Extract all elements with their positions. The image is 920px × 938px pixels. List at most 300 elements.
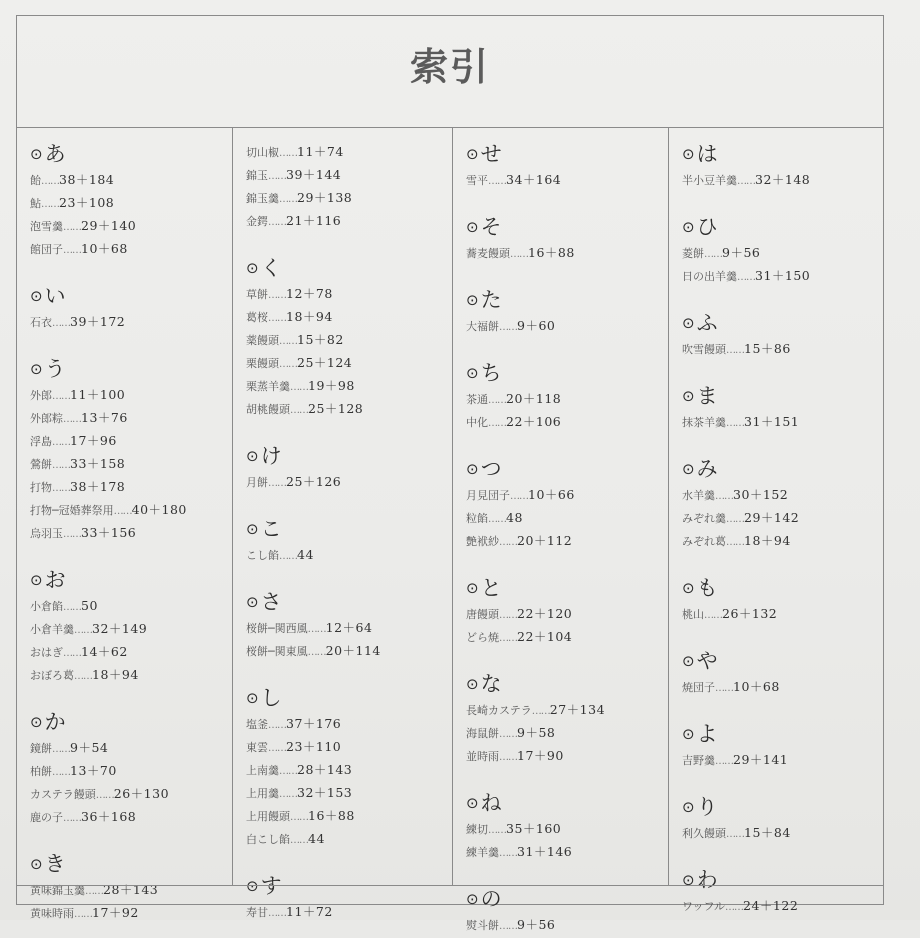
entry-pages: 39＋144 xyxy=(286,167,342,182)
entry-name: 水羊羹 xyxy=(682,489,715,502)
index-section xyxy=(682,574,885,625)
entry-pages: 18＋94 xyxy=(286,309,333,324)
section-heading xyxy=(246,254,452,282)
circle-dot-icon: ⊙ xyxy=(466,364,479,382)
section-kana: ひ xyxy=(696,215,718,239)
leader-dots: …… xyxy=(726,537,744,548)
entry-name: 日の出羊羹 xyxy=(682,270,737,283)
entry-pages: 29＋142 xyxy=(744,510,800,525)
index-entry xyxy=(682,337,885,360)
index-entry xyxy=(246,804,452,827)
leader-dots: …… xyxy=(41,176,59,187)
index-entry xyxy=(682,675,885,698)
entry-pages: 26＋132 xyxy=(722,606,778,621)
entry-name: 桜餅─関東風 xyxy=(246,645,308,658)
entry-pages: 16＋88 xyxy=(528,245,575,260)
entry-pages: 13＋76 xyxy=(81,410,128,425)
entry-name: 長崎カステラ xyxy=(466,704,532,717)
leader-dots: …… xyxy=(279,336,297,347)
section-kana: ふ xyxy=(696,311,718,335)
entry-name: 外郎粽 xyxy=(30,412,63,425)
entry-name: 鮎 xyxy=(30,197,41,210)
section-kana: た xyxy=(480,288,502,312)
section-kana: そ xyxy=(480,215,502,239)
index-entry xyxy=(30,214,232,237)
leader-dots: …… xyxy=(726,418,744,429)
entry-name: 黄味時雨 xyxy=(30,907,74,920)
leader-dots: …… xyxy=(499,848,517,859)
leader-dots: …… xyxy=(499,752,517,763)
entry-pages: 25＋126 xyxy=(286,474,342,489)
index-entry xyxy=(30,805,232,828)
entry-name: 大福餅 xyxy=(466,320,499,333)
page-title: 索引 xyxy=(409,45,490,89)
entry-pages: 23＋110 xyxy=(286,739,342,754)
entry-pages: 19＋98 xyxy=(308,378,355,393)
section-kana: わ xyxy=(696,868,718,892)
index-entry xyxy=(30,782,232,805)
entry-name: 館団子 xyxy=(30,243,63,256)
index-entry xyxy=(246,758,452,781)
leader-dots: …… xyxy=(74,909,92,920)
index-entry xyxy=(246,781,452,804)
index-section xyxy=(682,140,885,191)
entry-name: 打物─冠婚葬祭用 xyxy=(30,504,114,517)
entry-pages: 40＋180 xyxy=(131,502,187,517)
entry-name: 艶袱紗 xyxy=(466,535,499,548)
entry-name: こし餡 xyxy=(246,549,279,562)
entry-name: 胡桃饅頭 xyxy=(246,403,290,416)
index-entry xyxy=(466,721,668,744)
entry-name: おぼろ葛 xyxy=(30,669,74,682)
index-entry xyxy=(246,186,452,209)
entry-name: 半小豆羊羹 xyxy=(682,174,737,187)
section-kana: の xyxy=(480,887,502,911)
entry-pages: 22＋106 xyxy=(506,414,562,429)
entry-pages: 14＋62 xyxy=(81,644,128,659)
index-section xyxy=(246,442,452,493)
leader-dots: …… xyxy=(52,767,70,778)
index-entry xyxy=(246,616,452,639)
section-heading xyxy=(246,872,452,900)
circle-dot-icon: ⊙ xyxy=(246,259,259,277)
entry-pages: 32＋153 xyxy=(297,785,353,800)
index-entry xyxy=(30,736,232,759)
leader-dots: …… xyxy=(725,902,744,913)
index-section xyxy=(246,254,452,420)
index-entry xyxy=(30,475,232,498)
leader-dots: …… xyxy=(726,514,744,525)
leader-dots: …… xyxy=(268,720,286,731)
circle-dot-icon: ⊙ xyxy=(246,520,259,538)
entry-name: みぞれ葛 xyxy=(682,535,726,548)
leader-dots: …… xyxy=(488,418,506,429)
leader-dots: …… xyxy=(63,602,81,613)
entry-name: 粒餡 xyxy=(466,512,488,525)
index-section xyxy=(30,850,232,924)
index-entry xyxy=(30,383,232,406)
entry-name: 雪平 xyxy=(466,174,488,187)
entry-pages: 23＋108 xyxy=(59,195,115,210)
leader-dots: …… xyxy=(268,171,286,182)
leader-dots: …… xyxy=(74,625,92,636)
index-entry xyxy=(30,663,232,686)
entry-pages: 29＋140 xyxy=(81,218,137,233)
entry-pages: 39＋172 xyxy=(70,314,126,329)
leader-dots: …… xyxy=(737,272,755,283)
entry-pages: 9＋58 xyxy=(517,725,556,740)
entry-pages: 9＋56 xyxy=(722,245,761,260)
section-heading xyxy=(30,282,232,310)
entry-pages: 29＋138 xyxy=(297,190,353,205)
entry-pages: 16＋88 xyxy=(308,808,355,823)
entry-pages: 33＋156 xyxy=(81,525,137,540)
index-entry xyxy=(466,483,668,506)
index-section xyxy=(466,789,668,863)
entry-pages: 17＋90 xyxy=(517,748,564,763)
entry-pages: 33＋158 xyxy=(70,456,126,471)
leader-dots: …… xyxy=(41,199,59,210)
index-section xyxy=(682,793,885,844)
index-entry xyxy=(30,521,232,544)
section-heading xyxy=(30,566,232,594)
leader-dots: …… xyxy=(63,648,81,659)
index-entry xyxy=(30,878,232,901)
leader-dots: …… xyxy=(268,743,286,754)
leader-dots: …… xyxy=(52,744,70,755)
index-column-2 xyxy=(233,128,453,919)
section-heading xyxy=(682,382,885,410)
entry-pages: 31＋151 xyxy=(744,414,800,429)
index-entry xyxy=(466,410,668,433)
index-entry xyxy=(246,305,452,328)
index-entry xyxy=(682,602,885,625)
entry-name: 錦玉 xyxy=(246,169,268,182)
index-entry xyxy=(682,821,885,844)
index-entry xyxy=(30,594,232,617)
circle-dot-icon: ⊙ xyxy=(30,360,43,378)
section-heading xyxy=(682,140,885,168)
section-heading xyxy=(466,455,668,483)
leader-dots: …… xyxy=(63,245,81,256)
entry-name: 吉野羹 xyxy=(682,754,715,767)
index-entry xyxy=(246,328,452,351)
entry-name: 寿甘 xyxy=(246,906,268,919)
index-entry xyxy=(682,264,885,287)
entry-name: 月餅 xyxy=(246,476,268,489)
leader-dots: …… xyxy=(268,217,286,228)
section-heading xyxy=(682,309,885,337)
index-section xyxy=(682,720,885,771)
circle-dot-icon: ⊙ xyxy=(30,713,43,731)
entry-name: 唐饅頭 xyxy=(466,608,499,621)
leader-dots: …… xyxy=(715,683,733,694)
leader-dots: …… xyxy=(268,290,286,301)
index-entry xyxy=(30,168,232,191)
leader-dots: …… xyxy=(268,478,286,489)
leader-dots: …… xyxy=(268,908,286,919)
leader-dots: …… xyxy=(488,514,506,525)
circle-dot-icon: ⊙ xyxy=(682,218,695,236)
section-kana: ね xyxy=(480,791,502,815)
leader-dots: …… xyxy=(74,671,92,682)
section-kana: く xyxy=(260,256,282,280)
index-entry xyxy=(466,744,668,767)
entry-pages: 20＋118 xyxy=(506,391,562,406)
index-entry xyxy=(466,602,668,625)
index-section xyxy=(30,282,232,333)
leader-dots: …… xyxy=(63,529,81,540)
section-kana: あ xyxy=(44,142,66,166)
section-kana: お xyxy=(44,568,66,592)
entry-pages: 48 xyxy=(506,510,523,525)
leader-dots: …… xyxy=(499,729,517,740)
entry-name: 鹿の子 xyxy=(30,811,63,824)
leader-dots: …… xyxy=(268,313,286,324)
leader-dots: …… xyxy=(63,222,81,233)
section-heading xyxy=(466,670,668,698)
entry-pages: 29＋141 xyxy=(733,752,789,767)
circle-dot-icon: ⊙ xyxy=(30,287,43,305)
entry-name: 塩釜 xyxy=(246,718,268,731)
leader-dots: …… xyxy=(715,491,733,502)
section-heading xyxy=(246,684,452,712)
leader-dots: …… xyxy=(726,829,744,840)
entry-name: カステラ饅頭 xyxy=(30,788,96,801)
leader-dots: …… xyxy=(488,825,506,836)
entry-name: 葛桜 xyxy=(246,311,268,324)
index-entry xyxy=(466,506,668,529)
leader-dots: …… xyxy=(499,537,517,548)
circle-dot-icon: ⊙ xyxy=(246,877,259,895)
index-section xyxy=(466,670,668,767)
section-kana: う xyxy=(44,357,66,381)
leader-dots: …… xyxy=(95,790,114,801)
section-kana: は xyxy=(696,142,718,166)
index-section xyxy=(466,574,668,648)
leader-dots: …… xyxy=(52,391,70,402)
leader-dots: …… xyxy=(52,437,70,448)
index-entry xyxy=(30,406,232,429)
entry-name: 菱餅 xyxy=(682,247,704,260)
leader-dots: …… xyxy=(488,395,506,406)
section-heading xyxy=(466,789,668,817)
entry-name: 柏餅 xyxy=(30,765,52,778)
circle-dot-icon: ⊙ xyxy=(682,314,695,332)
entry-name: 熨斗餅 xyxy=(466,919,499,932)
index-section xyxy=(466,140,668,191)
entry-name: 練切 xyxy=(466,823,488,836)
index-section xyxy=(30,566,232,686)
section-heading xyxy=(466,359,668,387)
entry-pages: 38＋184 xyxy=(59,172,115,187)
index-section xyxy=(682,382,885,433)
circle-dot-icon: ⊙ xyxy=(466,291,479,309)
section-kana: と xyxy=(480,576,502,600)
circle-dot-icon: ⊙ xyxy=(466,675,479,693)
section-kana: つ xyxy=(480,457,502,481)
entry-pages: 38＋178 xyxy=(70,479,126,494)
entry-pages: 22＋120 xyxy=(517,606,573,621)
section-heading xyxy=(682,455,885,483)
entry-name: 東雲 xyxy=(246,741,268,754)
section-kana: も xyxy=(696,576,718,600)
index-section xyxy=(30,708,232,828)
entry-name: 茶通 xyxy=(466,393,488,406)
index-section xyxy=(466,213,668,264)
index-entry xyxy=(466,817,668,840)
index-section xyxy=(466,455,668,552)
entry-name: 烏羽玉 xyxy=(30,527,63,540)
entry-pages: 20＋112 xyxy=(517,533,573,548)
entry-name: 白こし餡 xyxy=(246,833,290,846)
section-heading xyxy=(682,720,885,748)
leader-dots: …… xyxy=(279,148,297,159)
leader-dots: …… xyxy=(737,176,755,187)
section-kana: り xyxy=(696,795,718,819)
index-section xyxy=(246,684,452,850)
entry-pages: 24＋122 xyxy=(743,898,799,913)
circle-dot-icon: ⊙ xyxy=(246,593,259,611)
index-entry xyxy=(30,640,232,663)
entry-pages: 9＋56 xyxy=(517,917,556,932)
entry-pages: 12＋64 xyxy=(325,620,373,635)
section-heading xyxy=(246,442,452,470)
entry-pages: 25＋124 xyxy=(297,355,353,370)
entry-pages: 21＋116 xyxy=(286,213,342,228)
section-heading xyxy=(246,588,452,616)
entry-pages: 9＋54 xyxy=(70,740,109,755)
index-entry xyxy=(466,625,668,648)
index-entry xyxy=(466,241,668,264)
leader-dots: …… xyxy=(52,460,70,471)
index-entry xyxy=(246,374,452,397)
circle-dot-icon: ⊙ xyxy=(682,798,695,816)
entry-pages: 26＋130 xyxy=(113,786,170,801)
section-heading xyxy=(466,140,668,168)
entry-name: おはぎ xyxy=(30,646,63,659)
index-entry xyxy=(30,191,232,214)
index-entry xyxy=(246,712,452,735)
leader-dots: …… xyxy=(715,756,733,767)
footer-rule xyxy=(17,885,883,886)
section-kana: せ xyxy=(480,142,502,166)
section-kana: ち xyxy=(480,361,502,385)
index-entry xyxy=(466,168,668,191)
index-entry xyxy=(246,351,452,374)
section-kana: や xyxy=(696,649,718,673)
index-entry xyxy=(682,529,885,552)
entry-name: 栗饅頭 xyxy=(246,357,279,370)
circle-dot-icon: ⊙ xyxy=(682,579,695,597)
index-entry xyxy=(466,314,668,337)
entry-name: 小倉餡 xyxy=(30,600,63,613)
leader-dots: …… xyxy=(499,633,517,644)
entry-name: 桜餅─関西風 xyxy=(246,622,308,635)
leader-dots: …… xyxy=(510,491,528,502)
index-entry xyxy=(682,506,885,529)
entry-pages: 35＋160 xyxy=(506,821,562,836)
index-section xyxy=(246,588,452,662)
entry-pages: 36＋168 xyxy=(81,809,137,824)
section-kana: き xyxy=(44,852,66,876)
index-columns xyxy=(17,128,883,932)
circle-dot-icon: ⊙ xyxy=(682,871,695,889)
circle-dot-icon: ⊙ xyxy=(466,794,479,812)
leader-dots: …… xyxy=(307,647,326,658)
leader-dots: …… xyxy=(290,835,308,846)
index-entry xyxy=(30,237,232,260)
index-section xyxy=(466,359,668,433)
leader-dots: …… xyxy=(726,345,744,356)
entry-name: 金鍔 xyxy=(246,215,268,228)
entry-pages: 20＋114 xyxy=(325,643,381,658)
entry-pages: 32＋148 xyxy=(755,172,811,187)
index-entry xyxy=(246,397,452,420)
section-heading xyxy=(682,574,885,602)
leader-dots: …… xyxy=(499,322,517,333)
leader-dots: …… xyxy=(499,921,517,932)
leader-dots: …… xyxy=(290,405,308,416)
section-heading xyxy=(246,515,452,543)
entry-name: 並時雨 xyxy=(466,750,499,763)
entry-pages: 17＋96 xyxy=(70,433,117,448)
entry-name: 浮島 xyxy=(30,435,52,448)
entry-name: ワッフル xyxy=(682,900,726,913)
index-entry xyxy=(246,282,452,305)
leader-dots: …… xyxy=(279,766,297,777)
leader-dots: …… xyxy=(85,886,103,897)
entry-pages: 44 xyxy=(297,547,314,562)
entry-name: 錦玉羹 xyxy=(246,192,279,205)
entry-name: みぞれ羹 xyxy=(682,512,726,525)
entry-pages: 12＋78 xyxy=(286,286,333,301)
section-heading xyxy=(682,866,885,894)
entry-name: 海鼠餅 xyxy=(466,727,499,740)
index-section xyxy=(30,140,232,260)
section-kana: よ xyxy=(696,722,718,746)
index-section xyxy=(682,455,885,552)
entry-name: 利久饅頭 xyxy=(682,827,726,840)
entry-name: 中化 xyxy=(466,416,488,429)
index-entry xyxy=(30,310,232,333)
entry-name: 草餅 xyxy=(246,288,268,301)
index-entry xyxy=(466,387,668,410)
index-entry xyxy=(682,483,885,506)
index-column-4 xyxy=(669,128,885,913)
index-column-1 xyxy=(17,128,233,920)
entry-pages: 18＋94 xyxy=(744,533,791,548)
circle-dot-icon: ⊙ xyxy=(466,460,479,478)
entry-name: 鶯餅 xyxy=(30,458,52,471)
entry-pages: 31＋146 xyxy=(517,844,573,859)
circle-dot-icon: ⊙ xyxy=(466,145,479,163)
circle-dot-icon: ⊙ xyxy=(682,652,695,670)
section-kana: か xyxy=(44,710,66,734)
entry-pages: 9＋60 xyxy=(517,318,556,333)
entry-name: 石衣 xyxy=(30,316,52,329)
section-kana: さ xyxy=(260,590,282,614)
circle-dot-icon: ⊙ xyxy=(466,579,479,597)
circle-dot-icon: ⊙ xyxy=(246,447,259,465)
entry-pages: 31＋150 xyxy=(755,268,811,283)
section-kana: け xyxy=(260,444,282,468)
index-entry xyxy=(30,452,232,475)
leader-dots: …… xyxy=(499,610,517,621)
index-entry xyxy=(682,894,885,917)
entry-pages: 22＋104 xyxy=(517,629,573,644)
section-kana: な xyxy=(480,672,502,696)
